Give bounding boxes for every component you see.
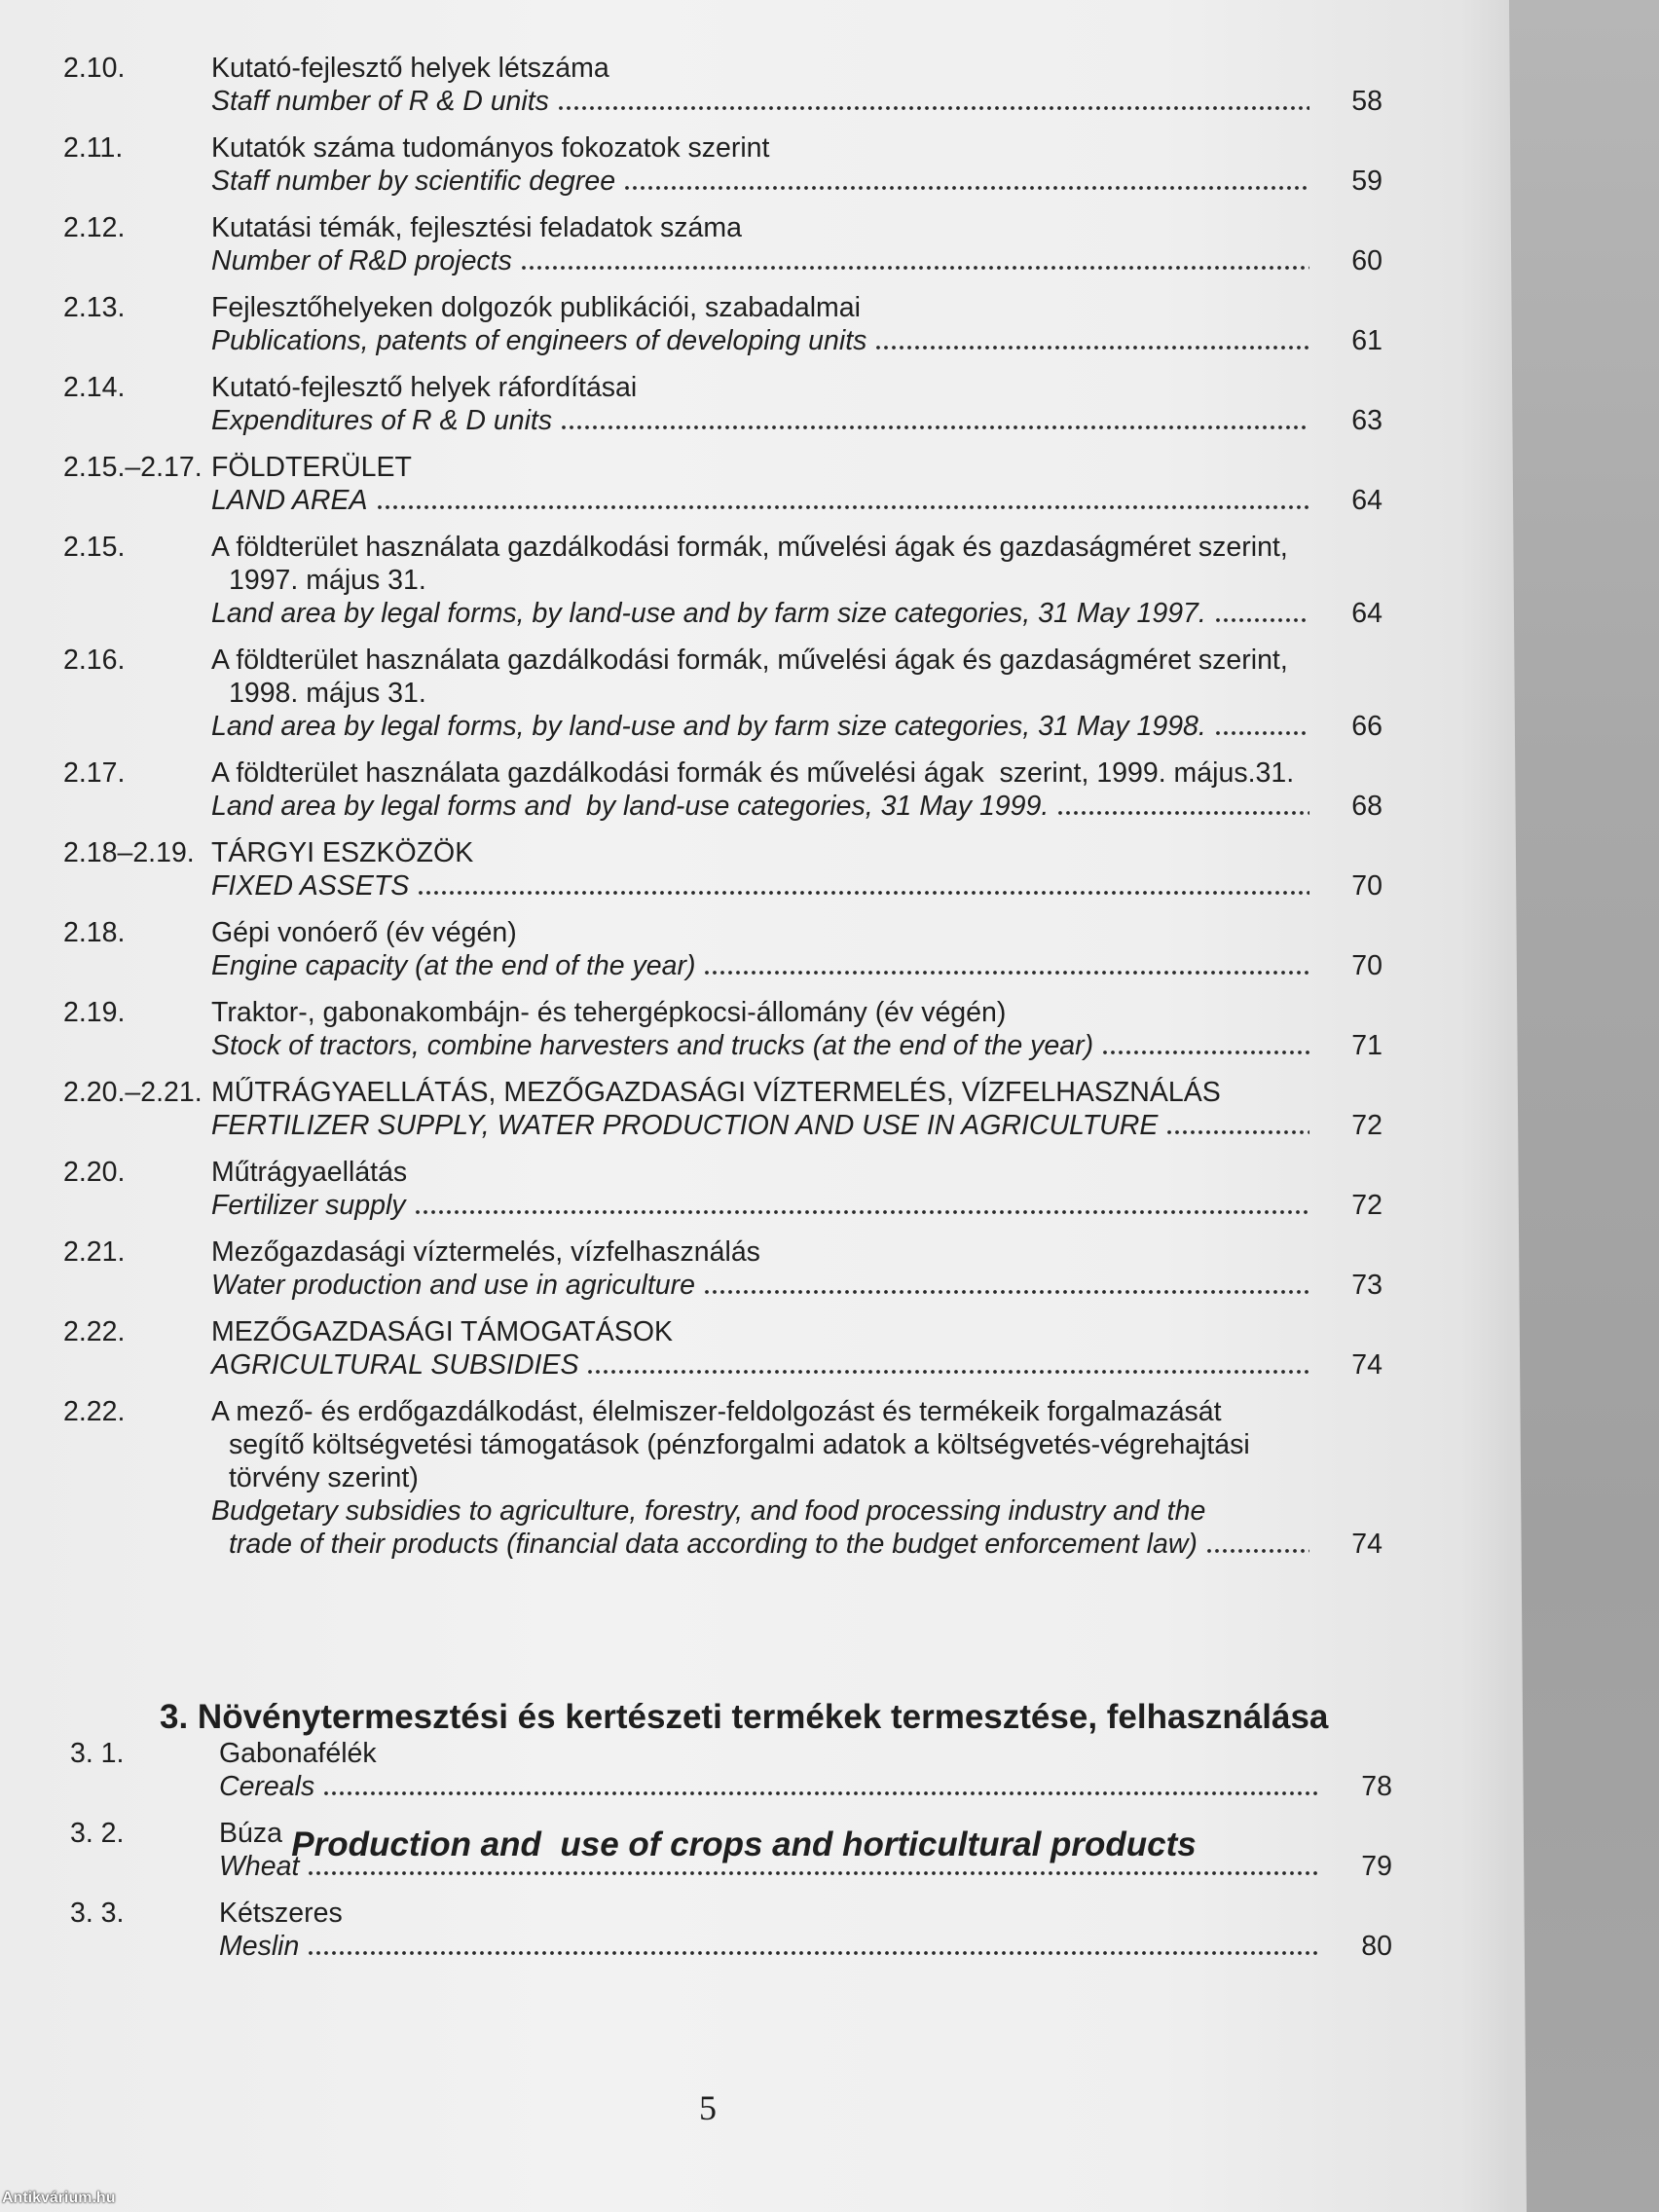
dot-leader xyxy=(307,1951,1319,1955)
entry-number: 2.22. xyxy=(63,1316,126,1347)
hungarian-title-line: 1998. május 31. xyxy=(229,678,426,709)
adjacent-page-edge xyxy=(1499,0,1659,2212)
dot-leader xyxy=(1214,618,1309,622)
watermark: Antikvárium.hu xyxy=(2,2190,116,2206)
dot-leader xyxy=(414,1210,1309,1214)
page-number: 5 xyxy=(699,2088,717,2127)
hungarian-title-line: A mező- és erdőgazdálkodást, élelmiszer-feldolgozást és termékeik forgalmazását xyxy=(211,1396,1222,1427)
entry-number: 2.13. xyxy=(63,292,126,323)
english-title-line: FIXED ASSETS xyxy=(211,870,410,902)
english-title-row xyxy=(211,324,1382,357)
hungarian-title-line: TÁRGYI ESZKÖZÖK xyxy=(211,837,474,868)
dot-leader xyxy=(376,505,1310,509)
entry-number: 2.14. xyxy=(63,372,126,403)
dot-leader xyxy=(1056,811,1309,815)
toc-entry xyxy=(63,211,1382,277)
hungarian-title-line: A földterület használata gazdálkodási formák és művelési ágak szerint, 1999. május.31. xyxy=(211,757,1295,789)
toc-entry xyxy=(63,1315,1382,1382)
page-reference: 70 xyxy=(1351,870,1382,902)
hungarian-title-line: Fejlesztőhelyeken dolgozók publikációi, szabadalmai xyxy=(211,292,861,323)
english-title-row xyxy=(211,1269,1382,1302)
toc-entry xyxy=(63,451,1382,517)
entry-number: 2.20. xyxy=(63,1157,126,1188)
hungarian-title-line: Búza xyxy=(219,1818,282,1849)
hungarian-title-line: MŰTRÁGYAELLÁTÁS, MEZŐGAZDASÁGI VÍZTERMELÉS, VÍZFELHASZNÁLÁS xyxy=(211,1077,1221,1108)
page-reference: 70 xyxy=(1351,950,1382,981)
hungarian-title-line: segítő költségvetési támogatások (pénzforgalmi adatok a költségvetés-végrehajtási xyxy=(229,1429,1250,1460)
english-title-row xyxy=(211,1029,1382,1062)
english-title-line: Wheat xyxy=(219,1851,300,1882)
english-title-row xyxy=(211,484,1382,517)
english-title-line: Expenditures of R & D units xyxy=(211,405,553,436)
dot-leader xyxy=(623,186,1309,190)
toc-entry xyxy=(70,1737,1392,1803)
page-reference: 72 xyxy=(1351,1190,1382,1221)
page-reference: 61 xyxy=(1351,325,1382,356)
page-reference: 63 xyxy=(1351,405,1382,436)
page-reference: 60 xyxy=(1351,245,1382,276)
dot-leader xyxy=(557,106,1309,110)
entry-number: 2.15. xyxy=(63,532,126,563)
english-title-row xyxy=(211,165,1382,198)
english-title-line: Stock of tractors, combine harvesters and trucks (at the end of the year) xyxy=(211,1030,1094,1061)
entry-body xyxy=(211,1156,1382,1222)
entry-body xyxy=(211,1315,1382,1382)
toc-entry xyxy=(63,756,1382,823)
english-title-row xyxy=(219,1850,1392,1883)
page-reference: 74 xyxy=(1351,1349,1382,1381)
english-title-row xyxy=(219,1930,1392,1963)
toc-entry xyxy=(63,996,1382,1062)
entry-body xyxy=(211,996,1382,1062)
page-reference: 58 xyxy=(1351,86,1382,117)
entry-number: 2.11. xyxy=(63,132,124,164)
entry-body xyxy=(219,1897,1392,1963)
toc-list-chapter-3 xyxy=(70,1737,1392,1976)
english-title-line: AGRICULTURAL SUBSIDIES xyxy=(211,1349,579,1381)
english-title-line: Number of R&D projects xyxy=(211,245,512,276)
english-title-line: Budgetary subsidies to agriculture, forestry, and food processing industry and the xyxy=(211,1495,1206,1527)
dot-leader xyxy=(586,1370,1309,1374)
english-title-line: Staff number by scientific degree xyxy=(211,166,616,197)
entry-body xyxy=(211,756,1382,823)
entry-number: 2.20.–2.21. xyxy=(63,1077,203,1108)
english-title-line: Land area by legal forms and by land-use categories, 31 May 1999. xyxy=(211,791,1050,822)
hungarian-title-line: törvény szerint) xyxy=(229,1462,419,1493)
dot-leader xyxy=(520,266,1309,270)
entry-body xyxy=(219,1817,1392,1883)
section-heading-english: Production and use of crops and horticultural products xyxy=(291,1825,1197,1863)
english-title-row xyxy=(211,1109,1382,1142)
toc-entry xyxy=(63,531,1382,630)
hungarian-title-line: A földterület használata gazdálkodási formák, művelési ágak és gazdaságméret szerint, xyxy=(211,645,1288,676)
toc-entry xyxy=(63,52,1382,118)
toc-entry xyxy=(63,131,1382,198)
english-title-line: LAND AREA xyxy=(211,485,368,516)
english-title-row xyxy=(211,869,1382,903)
entry-body xyxy=(211,644,1382,743)
english-title-line: Cereals xyxy=(219,1771,315,1802)
entry-number: 2.12. xyxy=(63,212,126,243)
dot-leader xyxy=(1205,1549,1309,1553)
hungarian-title-line: FÖLDTERÜLET xyxy=(211,452,412,483)
english-title-row xyxy=(211,790,1382,823)
entry-body xyxy=(211,916,1382,982)
hungarian-title-line: Kutató-fejlesztő helyek létszáma xyxy=(211,53,609,84)
entry-number: 2.16. xyxy=(63,645,126,676)
page-reference: 66 xyxy=(1351,711,1382,742)
section-heading-hungarian: 3. Növénytermesztési és kertészeti termékek termesztése, felhasználása xyxy=(160,1698,1329,1736)
entry-body xyxy=(211,291,1382,357)
dot-leader xyxy=(1101,1051,1309,1054)
page-reference: 59 xyxy=(1351,166,1382,197)
toc-list-chapter-2 xyxy=(63,52,1382,1574)
hungarian-title-line: Traktor-, gabonakombájn- és tehergépkocsi-állomány (év végén) xyxy=(211,997,1007,1028)
english-title-row xyxy=(211,1494,1382,1528)
hungarian-title-line: Kutató-fejlesztő helyek ráfordításai xyxy=(211,372,638,403)
entry-body xyxy=(211,1235,1382,1302)
toc-entry xyxy=(63,1076,1382,1142)
dot-leader xyxy=(417,891,1309,895)
toc-entry xyxy=(63,291,1382,357)
english-title-row xyxy=(211,949,1382,982)
page-reference: 74 xyxy=(1351,1529,1382,1560)
entry-number: 2.15.–2.17. xyxy=(63,452,203,483)
page-reference: 78 xyxy=(1361,1771,1392,1802)
dot-leader xyxy=(322,1791,1319,1795)
toc-entry xyxy=(70,1897,1392,1963)
entry-body xyxy=(211,131,1382,198)
entry-body xyxy=(211,211,1382,277)
english-title-line: FERTILIZER SUPPLY, WATER PRODUCTION AND USE IN AGRICULTURE xyxy=(211,1110,1159,1141)
hungarian-title-line: MEZŐGAZDASÁGI TÁMOGATÁSOK xyxy=(211,1316,674,1347)
english-title-line: Water production and use in agriculture xyxy=(211,1270,695,1301)
hungarian-title-line: Kutatási témák, fejlesztési feladatok száma xyxy=(211,212,742,243)
hungarian-title-line: Kétszeres xyxy=(219,1898,343,1929)
english-title-row xyxy=(211,404,1382,437)
entry-body xyxy=(211,531,1382,630)
page-reference: 64 xyxy=(1351,598,1382,629)
toc-entry xyxy=(70,1817,1392,1883)
english-title-row xyxy=(211,85,1382,118)
english-title-row xyxy=(219,1770,1392,1803)
page-reference: 64 xyxy=(1351,485,1382,516)
dot-leader xyxy=(1214,731,1309,735)
entry-number: 2.18–2.19. xyxy=(63,837,195,868)
toc-entry xyxy=(63,1156,1382,1222)
english-title-line: trade of their products (financial data according to the budget enforcement law) xyxy=(229,1529,1198,1560)
english-title-line: Land area by legal forms, by land-use and by farm size categories, 31 May 1997. xyxy=(211,598,1206,629)
toc-entry xyxy=(63,1395,1382,1561)
page-reference: 79 xyxy=(1361,1851,1392,1882)
toc-entry xyxy=(63,916,1382,982)
english-title-row xyxy=(211,710,1382,743)
english-title-row xyxy=(211,1528,1382,1561)
toc-entry xyxy=(63,371,1382,437)
entry-body xyxy=(211,1395,1382,1561)
page-reference: 73 xyxy=(1351,1270,1382,1301)
dot-leader xyxy=(874,346,1309,350)
page-reference: 68 xyxy=(1351,791,1382,822)
english-title-row xyxy=(211,244,1382,277)
english-title-line: Fertilizer supply xyxy=(211,1190,406,1221)
hungarian-title-line: Mezőgazdasági víztermelés, vízfelhasználás xyxy=(211,1236,760,1268)
english-title-line: Land area by legal forms, by land-use and by farm size categories, 31 May 1998. xyxy=(211,711,1206,742)
dot-leader xyxy=(560,425,1309,429)
entry-body xyxy=(219,1737,1392,1803)
entry-body xyxy=(211,52,1382,118)
hungarian-title-line: Gabonafélék xyxy=(219,1738,377,1769)
english-title-row xyxy=(211,597,1382,630)
entry-number: 2.17. xyxy=(63,757,126,789)
entry-number: 2.10. xyxy=(63,53,126,84)
hungarian-title-line: A földterület használata gazdálkodási formák, művelési ágak és gazdaságméret szerint, xyxy=(211,532,1288,563)
toc-entry xyxy=(63,1235,1382,1302)
entry-number: 2.22. xyxy=(63,1396,126,1427)
dot-leader xyxy=(703,1290,1309,1294)
english-title-line: Staff number of R & D units xyxy=(211,86,549,117)
entry-number: 3. 1. xyxy=(70,1738,125,1769)
entry-body xyxy=(211,1076,1382,1142)
dot-leader xyxy=(703,971,1309,975)
entry-body xyxy=(211,451,1382,517)
entry-body xyxy=(211,836,1382,903)
page-reference: 80 xyxy=(1361,1931,1392,1962)
entry-number: 2.19. xyxy=(63,997,126,1028)
entry-number: 2.21. xyxy=(63,1236,126,1268)
hungarian-title-line: 1997. május 31. xyxy=(229,565,426,596)
hungarian-title-line: Kutatók száma tudományos fokozatok szerint xyxy=(211,132,770,164)
page-reference: 71 xyxy=(1351,1030,1382,1061)
dot-leader xyxy=(1165,1130,1309,1134)
hungarian-title-line: Gépi vonóerő (év végén) xyxy=(211,917,517,948)
hungarian-title-line: Műtrágyaellátás xyxy=(211,1157,408,1188)
entry-number: 3. 2. xyxy=(70,1818,125,1849)
toc-entry xyxy=(63,836,1382,903)
english-title-line: Meslin xyxy=(219,1931,300,1962)
english-title-row xyxy=(211,1348,1382,1382)
english-title-line: Engine capacity (at the end of the year) xyxy=(211,950,696,981)
toc-entry xyxy=(63,644,1382,743)
entry-number: 2.18. xyxy=(63,917,126,948)
page-reference: 72 xyxy=(1351,1110,1382,1141)
entry-body xyxy=(211,371,1382,437)
english-title-row xyxy=(211,1189,1382,1222)
entry-number: 3. 3. xyxy=(70,1898,125,1929)
dot-leader xyxy=(307,1871,1319,1875)
english-title-line: Publications, patents of engineers of developing units xyxy=(211,325,867,356)
